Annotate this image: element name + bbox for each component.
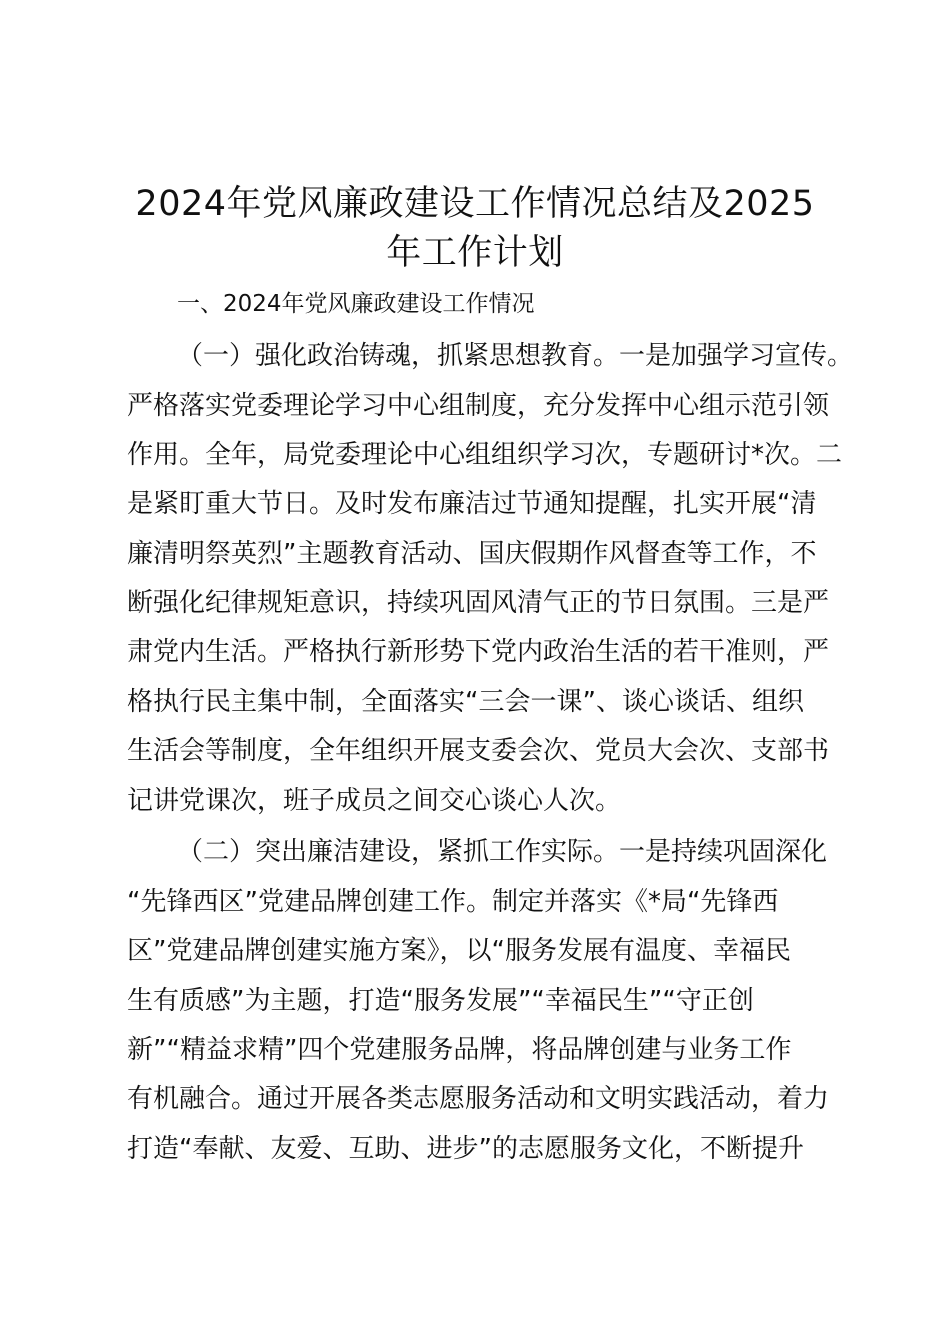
paragraph-line: “先锋西区”党建品牌创建工作。制定并落实《*局“先锋西 — [127, 887, 779, 917]
paragraph-line: （二）突出廉洁建设，紧抓工作实际。一是持续巩固深化 — [177, 837, 828, 867]
paragraph-line: 作用。全年，局党委理论中心组组织学习次，专题研讨*次。二 — [127, 440, 843, 470]
paragraph-line: 新”“精益求精”四个党建服务品牌，将品牌创建与业务工作 — [127, 1035, 792, 1065]
paragraph-line: 是紧盯重大节日。及时发布廉洁过节通知提醒，扎实开展“清 — [127, 489, 817, 519]
title-line-2: 年工作计划 — [386, 233, 564, 273]
paragraph-line: 廉清明祭英烈”主题教育活动、国庆假期作风督查等工作，不 — [127, 539, 817, 569]
paragraph-line: 记讲党课次，班子成员之间交心谈心人次。 — [127, 786, 622, 816]
paragraph-line: 格执行民主集中制，全面落实“三会一课”、谈心谈话、组织 — [127, 687, 804, 717]
paragraph-line: 有机融合。通过开展各类志愿服务活动和文明实践活动，着力 — [127, 1084, 830, 1114]
paragraph-line: 断强化纪律规矩意识，持续巩固风清气正的节日氛围。三是严 — [127, 588, 830, 618]
title-line-1: 2024年党风廉政建设工作情况总结及2025 — [135, 184, 815, 224]
paragraph-line: 严格落实党委理论学习中心组制度，充分发挥中心组示范引领 — [127, 391, 830, 421]
paragraph-line: 区”党建品牌创建实施方案》，以“服务发展有温度、幸福民 — [127, 936, 791, 966]
paragraph-line: 生活会等制度，全年组织开展支委会次、党员大会次、支部书 — [127, 736, 830, 766]
paragraph-line: （一）强化政治铸魂，抓紧思想教育。一是加强学习宣传。 — [177, 341, 854, 371]
paragraph-line: 肃党内生活。严格执行新形势下党内政治生活的若干准则，严 — [127, 637, 830, 667]
document-title — [100, 180, 850, 278]
paragraph-line: 打造“奉献、友爱、互助、进步”的志愿服务文化，不断提升 — [127, 1134, 804, 1164]
paragraph-line: 生有质感”为主题，打造“服务发展”“幸福民生”“守正创 — [127, 986, 754, 1016]
section-heading: 一、2024年党风廉政建设工作情况 — [177, 291, 535, 317]
